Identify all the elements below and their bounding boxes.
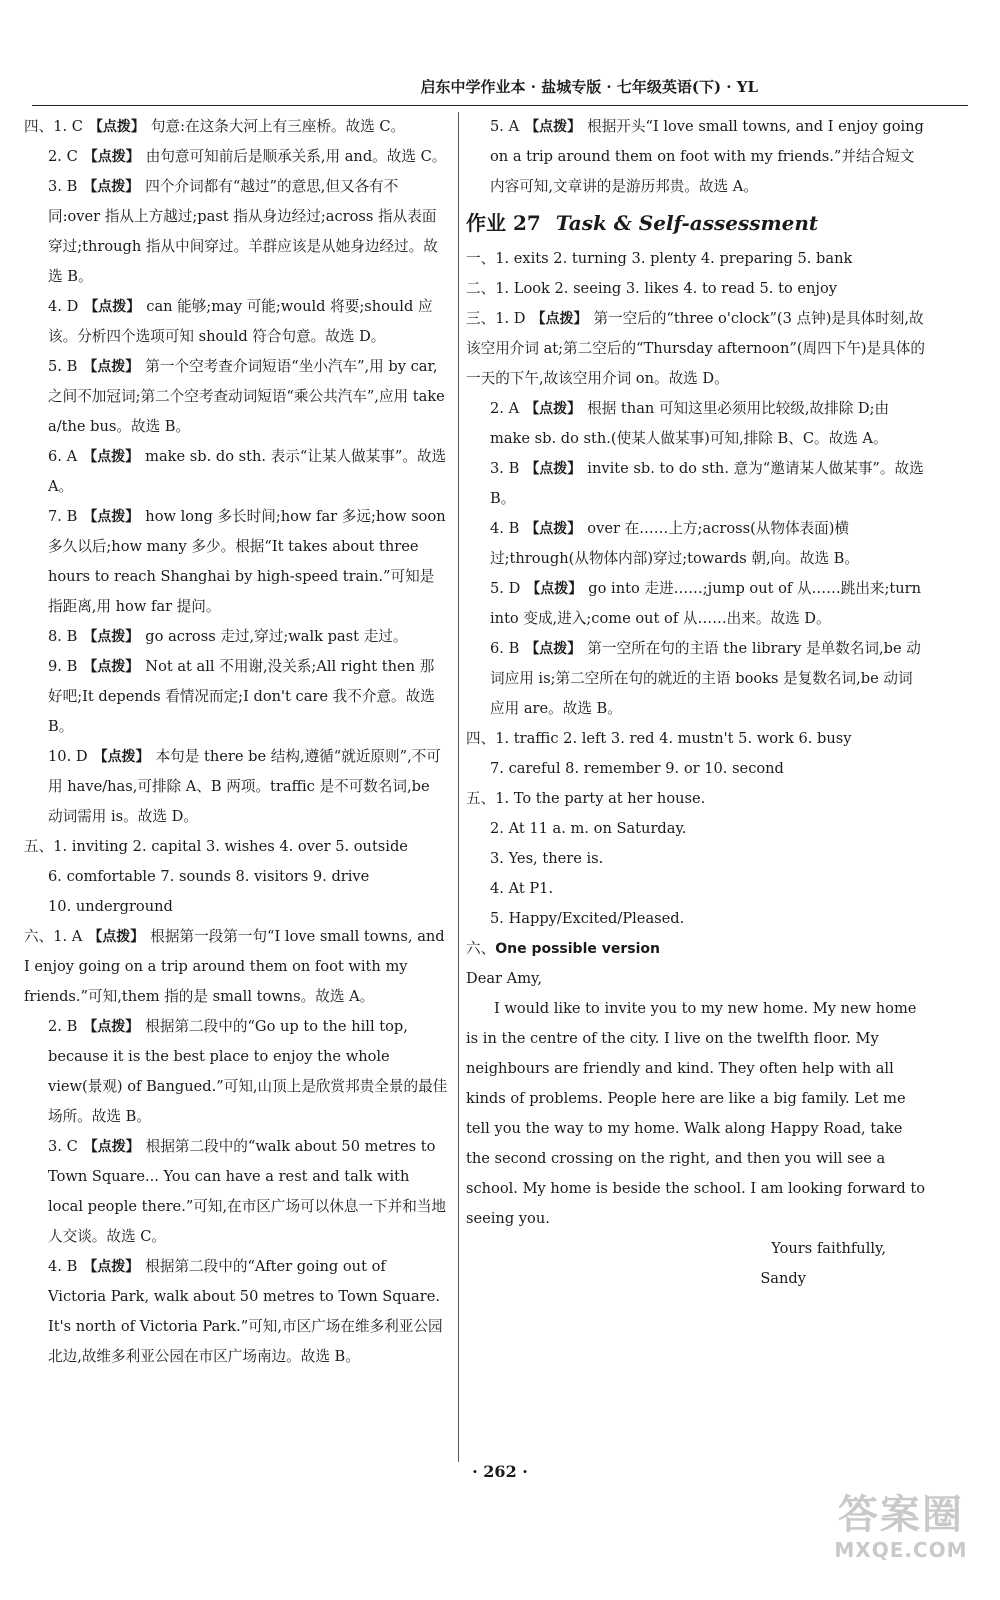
- answer-item: [24, 1132, 448, 1252]
- section-name: Task & Self-assessment: [555, 211, 819, 235]
- hint-tag: 【 点拨 】: [83, 1019, 139, 1035]
- answer-item: [466, 244, 926, 274]
- right-top-items: [466, 112, 926, 202]
- answer-item: [24, 622, 448, 652]
- answer-item: [24, 142, 448, 172]
- answer-number: 2. At 11 a. m. on Saturday.: [490, 820, 687, 837]
- answer-item: [466, 784, 926, 814]
- answer-item: [24, 112, 448, 142]
- answer-text: invite sb. to do sth. 意为“邀请某人做某事”。故选 B。: [490, 460, 924, 507]
- answer-number: 4. B: [490, 520, 520, 537]
- hint-tag: 【 点拨 】: [83, 659, 139, 675]
- answer-text: 根据第二段中的“After going out of Victoria Park, walk about 50 metres to Town Square. It's north of Victoria Park.”可知,市区广场在维多利亚公园北边,故维多利亚公园在市区广场南边。故选 B。: [48, 1258, 443, 1365]
- essay-body: I would like to invite you to my new home. My new home is in the centre of the city. I live on the twelfth floor. My neighbours are friendly and kind. They often help with all kinds of problems. People here are like a big family. Let me tell you the way to my home. Walk along Happy Road, take the second crossing on the right, and then you will see a school. My home is beside the school. I am looking forward to seeing you.: [466, 1000, 926, 1227]
- watermark-logo: 答案圈: [838, 1492, 964, 1538]
- answer-number: 5. A: [490, 118, 520, 135]
- answer-text: 7. sounds 8. visitors 9. drive: [160, 868, 370, 885]
- running-header: [32, 76, 968, 106]
- answer-number: 7. careful: [490, 760, 561, 777]
- hint-tag: 【 点拨 】: [83, 509, 139, 525]
- answer-number: 3. B: [48, 178, 78, 195]
- hint-tag: 【 点拨 】: [83, 1259, 139, 1275]
- site-watermark: [826, 1492, 976, 1572]
- right-main-items: [466, 244, 926, 934]
- hint-tag: 【 点拨 】: [88, 929, 144, 945]
- answer-item: [24, 292, 448, 352]
- answer-text: 由句意可知前后是顺承关系,用 and。故选 C。: [145, 148, 447, 165]
- answer-text: 根据第二段中的“Go up to the hill top, because it is the best place to enjoy the whole view(景观) of Bangued.”可知,山顶上是欣赏邦贵全景的最佳场所。故选 B。: [48, 1018, 448, 1125]
- answer-item: [24, 742, 448, 832]
- answer-text: go into 走进……;jump out of 从……跳出来;turn into 变成,进入;come out of 从……出来。故选 D。: [490, 580, 922, 627]
- answer-item: [466, 274, 926, 304]
- page-number: · 262 ·: [472, 1462, 528, 1481]
- section-prefix: 作业 27: [466, 211, 541, 235]
- answer-number: 6. B: [490, 640, 520, 657]
- hint-tag: 【 点拨 】: [83, 449, 139, 465]
- hint-tag: 【 点拨 】: [525, 119, 581, 135]
- answer-item: [466, 724, 926, 754]
- answer-text: 根据开头“I love small towns, and I enjoy going on a trip around them on foot with my friends.”并结合短文内容可知,文章讲的是游历邦贵。故选 A。: [490, 118, 924, 195]
- answer-item: [466, 574, 926, 634]
- answer-number: 2. C: [48, 148, 78, 165]
- answer-text: 2. seeing 3. likes 4. to read 5. to enjoy: [554, 280, 837, 297]
- hint-tag: 【 点拨 】: [525, 461, 581, 477]
- essay-greeting: Dear Amy,: [466, 970, 542, 987]
- answer-number: 6. comfortable: [48, 868, 156, 885]
- answer-item: [466, 112, 926, 202]
- answer-item: [466, 514, 926, 574]
- answer-item: [466, 904, 926, 934]
- hint-tag: 【 点拨 】: [83, 179, 139, 195]
- answer-item: [24, 1012, 448, 1132]
- answer-text: 2. capital 3. wishes 4. over 5. outside: [132, 838, 408, 855]
- answer-text: 本句是 there be 结构,遵循“就近原则”,不可用 have/has,可排除 A、B 两项。traffic 是不可数名词,be 动词需用 is。故选 D。: [48, 748, 441, 825]
- answer-text: go across 走过,穿过;walk past 走过。: [145, 628, 408, 645]
- answer-number: 3. C: [48, 1138, 78, 1155]
- answer-item: [466, 844, 926, 874]
- answer-text: make sb. do sth. 表示“让某人做某事”。故选 A。: [48, 448, 447, 495]
- answer-text: 2. left 3. red 4. mustn't 5. work 6. busy: [563, 730, 852, 747]
- answer-number: 2. B: [48, 1018, 78, 1035]
- answer-text: can 能够;may 可能;would 将要;should 应该。分析四个选项可知 should 符合句意。故选 D。: [48, 298, 433, 345]
- hint-tag: 【 点拨 】: [84, 149, 140, 165]
- hint-tag: 【 点拨 】: [94, 749, 150, 765]
- answer-number: 5. B: [48, 358, 78, 375]
- hint-tag: 【 点拨 】: [525, 521, 581, 537]
- answer-text: 第一空所在句的主语 the library 是单数名词,be 动词应用 is;第二空所在句的就近的主语 books 是复数名词,be 动词应用 are。故选 B。: [490, 640, 921, 717]
- answer-number: 五、1. To the party at her house.: [466, 790, 706, 807]
- answer-number: 2. A: [490, 400, 520, 417]
- answer-number: 四、1. traffic: [466, 730, 559, 747]
- right-column: [466, 112, 926, 1294]
- essay-closing: Yours faithfully,: [771, 1240, 886, 1257]
- answer-item: [466, 454, 926, 514]
- answer-number: 4. B: [48, 1258, 78, 1275]
- hint-tag: 【 点拨 】: [531, 311, 587, 327]
- watermark-url: MXQE.COM: [834, 1538, 968, 1562]
- answer-number: 6. A: [48, 448, 78, 465]
- answer-text: over 在……上方;across(从物体表面)横过;through(从物体内部)穿过;towards 朝,向。故选 B。: [490, 520, 859, 567]
- answer-text: 句意:在这条大河上有三座桥。故选 C。: [150, 118, 406, 135]
- answer-number: 5. D: [490, 580, 521, 597]
- answer-number: 3. B: [490, 460, 520, 477]
- answer-number: 六、1. A: [24, 928, 83, 945]
- hint-tag: 【 点拨 】: [526, 581, 582, 597]
- answer-text: 四个介词都有“越过”的意思,但又各有不同:over 指从上方越过;past 指从身边经过;across 指从表面穿过;through 指从中间穿过。羊群应该是从她身边经过。故选 B。: [48, 178, 438, 285]
- left-column: [24, 112, 448, 1372]
- answer-item: [24, 352, 448, 442]
- answer-number: 4. D: [48, 298, 79, 315]
- answer-text: 第一空后的“three o'clock”(3 点钟)是具体时刻,故该空用介词 at;第二空后的“Thursday afternoon”(周四下午)是具体的一天的下午,故该空用介词 on。故选 D。: [466, 310, 925, 387]
- hint-tag: 【 点拨 】: [84, 1139, 140, 1155]
- model-essay: [466, 934, 926, 1294]
- answer-number: 5. Happy/Excited/Pleased.: [490, 910, 685, 927]
- hint-tag: 【 点拨 】: [525, 401, 581, 417]
- answer-number: 10. D: [48, 748, 88, 765]
- answer-item: [24, 922, 448, 1012]
- answer-item: [24, 442, 448, 502]
- answer-item: [24, 862, 448, 892]
- answer-text: 根据 than 可知这里必须用比较级,故排除 D;由 make sb. do sth.(使某人做某事)可知,排除 B、C。故选 A。: [490, 400, 890, 447]
- header-title: 启东中学作业本 · 盐城专版 · 七年级英语(下) · YL: [420, 78, 758, 96]
- hint-tag: 【 点拨 】: [83, 629, 139, 645]
- hint-tag: 【 点拨 】: [89, 119, 145, 135]
- answer-number: 7. B: [48, 508, 78, 525]
- answer-text: 根据第二段中的“walk about 50 metres to Town Square... You can have a rest and talk with local people there.”可知,在市区广场可以休息一下并和当地人交谈。故选 C。: [48, 1138, 447, 1245]
- answer-item: [466, 394, 926, 454]
- answer-text: 第一个空考查介词短语“坐小汽车”,用 by car,之间不加冠词;第二个空考查动词短语“乘公共汽车”,应用 take a/the bus。故选 B。: [48, 358, 445, 435]
- answer-item: [466, 814, 926, 844]
- answer-text: Not at all 不用谢,没关系;All right then 那好吧;It depends 看情况而定;I don't care 我不介意。故选 B。: [48, 658, 435, 735]
- hint-tag: 【 点拨 】: [83, 359, 139, 375]
- column-divider: [458, 112, 459, 1462]
- answer-number: 四、1. C: [24, 118, 83, 135]
- answer-text: how long 多长时间;how far 多远;how soon 多久以后;how many 多少。根据“It takes about three hours to reach Shanghai by high-speed train.”可知是指距离,用 how far 提问。: [48, 508, 446, 615]
- answer-text: 2. turning 3. plenty 4. preparing 5. bank: [553, 250, 853, 267]
- section-title: [466, 206, 926, 240]
- answer-text: 根据第一段第一句“I love small towns, and I enjoy going on a trip around them on foot with my friends.”可知,them 指的是 small towns。故选 A。: [24, 928, 445, 1005]
- answer-item: [466, 754, 926, 784]
- answer-item: [24, 892, 448, 922]
- answer-item: [24, 832, 448, 862]
- answer-item: [24, 172, 448, 292]
- answer-item: [24, 652, 448, 742]
- answer-number: 10. underground: [48, 898, 173, 915]
- answer-text: 8. remember 9. or 10. second: [565, 760, 784, 777]
- answer-item: [466, 874, 926, 904]
- answer-number: 一、1. exits: [466, 250, 549, 267]
- answer-number: 五、1. inviting: [24, 838, 129, 855]
- answer-number: 8. B: [48, 628, 78, 645]
- answer-number: 三、1. D: [466, 310, 526, 327]
- answer-number: 二、1. Look: [466, 280, 550, 297]
- answer-number: 4. At P1.: [490, 880, 554, 897]
- hint-tag: 【 点拨 】: [84, 299, 140, 315]
- answer-number: 9. B: [48, 658, 78, 675]
- answer-item: [466, 304, 926, 394]
- answer-item: [24, 1252, 448, 1372]
- essay-subhead: One possible version: [495, 941, 660, 957]
- essay-label: 六、: [466, 940, 496, 957]
- hint-tag: 【 点拨 】: [525, 641, 581, 657]
- essay-signature: Sandy: [760, 1270, 806, 1287]
- answer-item: [24, 502, 448, 622]
- answer-item: [466, 634, 926, 724]
- answer-number: 3. Yes, there is.: [490, 850, 604, 867]
